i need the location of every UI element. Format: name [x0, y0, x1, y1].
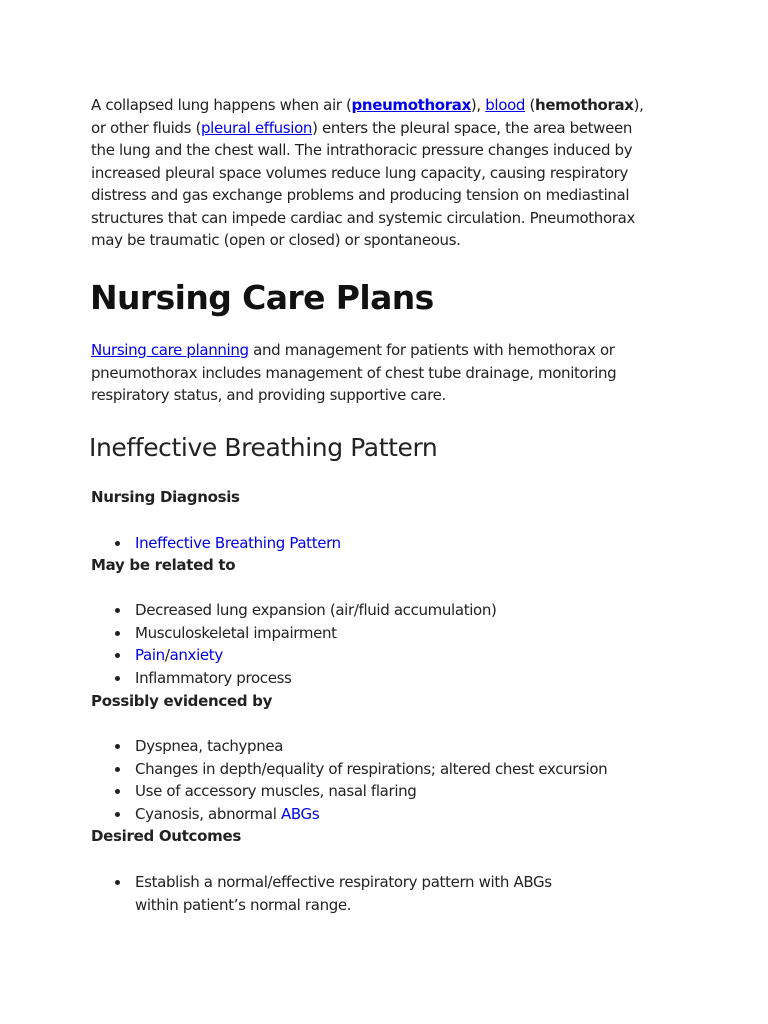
related-to-label: May be related to [91, 556, 236, 574]
list-item: Establish a normal/effective respiratory pattern with ABGs within patient’s normal range. [91, 871, 591, 916]
list-item: Musculoskeletal impairment [91, 622, 651, 645]
list-item: Dyspnea, tachypnea [91, 735, 651, 758]
slash-text: / [164, 646, 170, 664]
related-to-list [91, 599, 651, 689]
blood-link[interactable]: blood [485, 96, 526, 114]
care-plan-paragraph [91, 339, 651, 407]
desired-outcomes-label: Desired Outcomes [91, 827, 241, 845]
pain-link[interactable]: Pain [135, 646, 165, 664]
intro-text-5: ) enters the pleural space, the area between the lung and the chest wall. The intrathoracic pressure changes induced by increased pleural space volumes reduce lung capacity, causing respiratory distress and gas exchange problems and producing tension on mediastinal structures that can impede cardiac and systemic circulation. Pneumothorax may be traumatic (open or closed) or spontaneous. [91, 118, 635, 249]
nursing-diagnosis-list [91, 532, 651, 555]
list-item: Changes in depth/equality of respirations; altered chest excursion [91, 758, 651, 781]
anxiety-link[interactable]: anxiety [169, 646, 223, 664]
section-heading: Ineffective Breathing Pattern [89, 433, 438, 462]
intro-text-4: ), or other fluids ( [91, 96, 644, 137]
list-item: Decreased lung expansion (air/fluid accumulation) [91, 599, 651, 622]
evidenced-by-list [91, 735, 651, 825]
ineffective-breathing-pattern-link[interactable]: Ineffective Breathing Pattern [135, 534, 341, 552]
list-item [91, 532, 651, 555]
page-title: Nursing Care Plans [90, 278, 434, 317]
pneumothorax-link[interactable]: pneumothorax [351, 96, 471, 114]
pleural-effusion-link[interactable]: pleural effusion [200, 118, 313, 137]
cyanosis-text: Cyanosis, abnormal [135, 804, 281, 823]
care-plan-text: and management for patients with hemothorax or pneumothorax includes management of chest tube drainage, monitoring respiratory status, and providing supportive care. [91, 341, 617, 404]
hemothorax-term: hemothorax [535, 96, 634, 114]
intro-text-1: A collapsed lung happens when air ( [91, 96, 352, 114]
abgs-link[interactable]: ABGs [280, 804, 320, 823]
intro-paragraph [91, 94, 651, 252]
list-item [91, 803, 651, 826]
intro-text-3: ( [525, 96, 535, 114]
evidenced-by-label: Possibly evidenced by [91, 692, 273, 710]
intro-text-2: ), [470, 96, 486, 114]
desired-outcomes-list [91, 871, 591, 916]
nursing-care-planning-link[interactable]: Nursing care planning [91, 341, 249, 359]
nursing-diagnosis-label: Nursing Diagnosis [91, 488, 240, 506]
list-item [91, 644, 651, 667]
list-item: Inflammatory process [91, 667, 651, 690]
list-item: Use of accessory muscles, nasal flaring [91, 780, 651, 803]
